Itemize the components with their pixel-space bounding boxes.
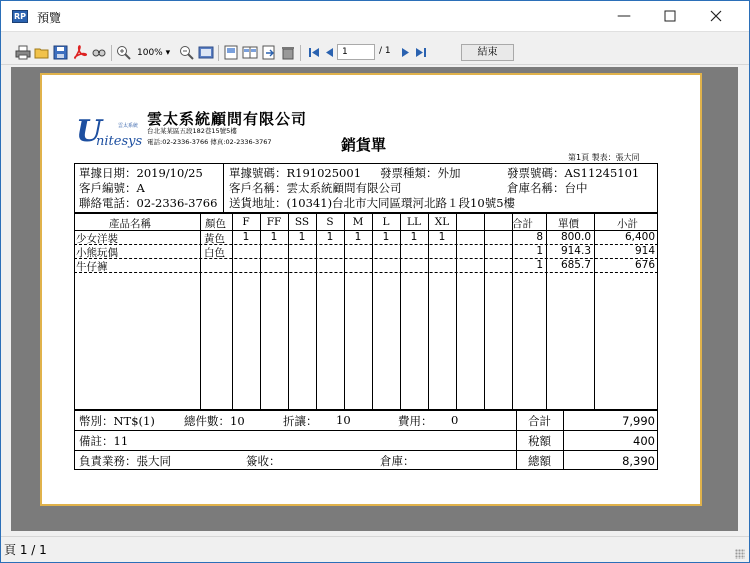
page-number-input[interactable]: 1 [337, 44, 375, 60]
customer-name: 客戶名稱：雲太系統顧問有限公司 [229, 181, 402, 195]
col-size: M [352, 216, 364, 228]
prev-page-icon[interactable] [322, 45, 338, 60]
column-divider [200, 213, 201, 410]
resize-grip[interactable] [735, 549, 745, 559]
item-total: 1 [536, 259, 543, 271]
svg-text:nitesys: nitesys [96, 134, 143, 149]
delete-icon[interactable] [280, 45, 296, 60]
first-page-icon[interactable] [306, 45, 322, 60]
grand-total-value: 8,390 [622, 454, 655, 468]
item-product: 小熊玩偶 [76, 247, 118, 259]
customer-id: 客戶編號：A [79, 181, 145, 195]
next-page-icon[interactable] [397, 45, 413, 60]
item-subtotal: 6,400 [624, 231, 655, 243]
two-page-icon[interactable] [242, 45, 258, 60]
item-size-qty: 1 [270, 231, 278, 243]
contact-phone: 聯絡電話：02-2336-3766 [79, 196, 218, 210]
col-product: 產品名稱 [109, 218, 151, 230]
item-size-qty: 1 [410, 231, 418, 243]
tax-value: 400 [633, 434, 655, 448]
item-price: 914.3 [560, 245, 591, 257]
window-title: 預覽 [37, 11, 62, 25]
item-color: 黃色 [204, 233, 225, 245]
zoom-out-icon[interactable] [179, 45, 195, 60]
warehouse-name: 倉庫名稱：台中 [507, 181, 588, 195]
export-icon[interactable] [261, 45, 277, 60]
zoom-select[interactable]: 100% ▾ [137, 48, 171, 58]
doc-date: 單據日期：2019/10/25 [79, 166, 203, 180]
item-total: 8 [536, 231, 543, 243]
close-button[interactable]: 結束 [461, 44, 514, 61]
toolbar [1, 41, 749, 65]
col-size: SS [294, 216, 310, 228]
column-divider [456, 213, 457, 410]
fee-label: 費用： [398, 414, 433, 428]
last-page-icon[interactable] [413, 45, 429, 60]
item-size-qty: 1 [438, 231, 446, 243]
item-size-qty: 1 [382, 231, 390, 243]
close-icon[interactable] [693, 1, 739, 32]
col-price: 單價 [558, 218, 579, 230]
sign-label: 簽收： [246, 454, 281, 468]
footer-divider [563, 410, 564, 470]
open-icon[interactable] [34, 45, 50, 60]
company-address: 台北某某區五段182巷15號5樓 [147, 127, 237, 135]
item-size-qty: 1 [242, 231, 250, 243]
page-and-maker: 第1頁 製表：張大同 [568, 153, 640, 162]
report-icon: RP [13, 12, 27, 21]
preview-viewport[interactable] [11, 67, 738, 531]
tax-label: 稅額 [528, 434, 551, 448]
discount-value: 10 [336, 413, 351, 427]
item-subtotal: 914 [634, 245, 655, 257]
report-page [40, 73, 702, 506]
toolbar-separator [300, 45, 301, 61]
item-size-qty: 1 [298, 231, 306, 243]
col-size: FF [266, 216, 282, 228]
divider [223, 163, 224, 213]
print-icon[interactable] [15, 45, 31, 60]
invoice-number: 發票號碼：AS11245101 [507, 166, 640, 180]
toolbar-separator [111, 45, 112, 61]
company-name: 雲太系統顧問有限公司 [147, 110, 308, 128]
warehouse-sign-label: 倉庫： [380, 454, 415, 468]
zoom-in-icon[interactable] [116, 45, 132, 60]
column-divider [484, 213, 485, 410]
total-quantity: 總件數：10 [184, 414, 245, 428]
col-size: F [242, 216, 250, 228]
item-size-qty: 1 [326, 231, 334, 243]
company-logo [74, 107, 144, 151]
item-price: 800.0 [560, 231, 591, 243]
col-size: S [326, 216, 334, 228]
footer-divider [516, 410, 517, 470]
sum-label: 合計 [528, 414, 551, 428]
status-page-indicator: 頁 1 / 1 [4, 543, 47, 557]
grand-total-label: 總額 [528, 454, 551, 468]
discount-label: 折讓： [283, 414, 318, 428]
toolbar-separator [218, 45, 219, 61]
maximize-icon[interactable] [647, 1, 693, 32]
footer-rule [74, 430, 658, 431]
item-total: 1 [536, 245, 543, 257]
delivery-address: 送貨地址：(10341)台北市大同區環河北路１段10號5樓 [229, 196, 516, 210]
sum-value: 7,990 [622, 414, 655, 428]
item-color: 白色 [204, 247, 225, 259]
col-size: XL [434, 216, 450, 228]
salesperson: 負責業務：張大同 [79, 454, 171, 468]
status-bar [1, 536, 749, 562]
single-page-icon[interactable] [223, 45, 239, 60]
document-title: 銷貨單 [341, 136, 387, 154]
fit-page-icon[interactable] [198, 45, 214, 60]
invoice-type: 發票種類：外加 [380, 166, 461, 180]
find-icon[interactable] [91, 45, 107, 60]
company-phone: 電話:02-2336-3766 傳真:02-2336-3767 [147, 138, 272, 146]
svg-text:雲太系統: 雲太系統 [118, 123, 139, 129]
col-size: L [382, 216, 390, 228]
note: 備註：11 [79, 434, 129, 448]
page-total: / 1 [379, 46, 391, 56]
col-total: 合計 [512, 218, 533, 230]
fee-value: 0 [451, 413, 459, 427]
minimize-icon[interactable]: — [617, 8, 631, 24]
currency: 幣別：NT$(1) [79, 414, 155, 428]
col-subtotal: 小計 [617, 218, 638, 230]
item-product: 少女洋裝 [76, 233, 118, 245]
item-price: 685.7 [560, 259, 591, 271]
sales-order-document [42, 75, 704, 508]
pdf-icon[interactable] [72, 45, 88, 60]
title-bar [1, 1, 749, 32]
col-size: LL [407, 216, 421, 228]
row-separator [74, 272, 658, 273]
svg-text:U: U [76, 114, 103, 149]
col-color: 顏色 [205, 218, 226, 230]
item-subtotal: 676 [634, 259, 655, 271]
item-product: 牛仔褲 [76, 261, 108, 273]
item-size-qty: 1 [354, 231, 362, 243]
save-icon[interactable] [53, 45, 69, 60]
footer-rule [74, 450, 658, 451]
doc-number: 單據號碼：R191025001 [229, 166, 362, 180]
